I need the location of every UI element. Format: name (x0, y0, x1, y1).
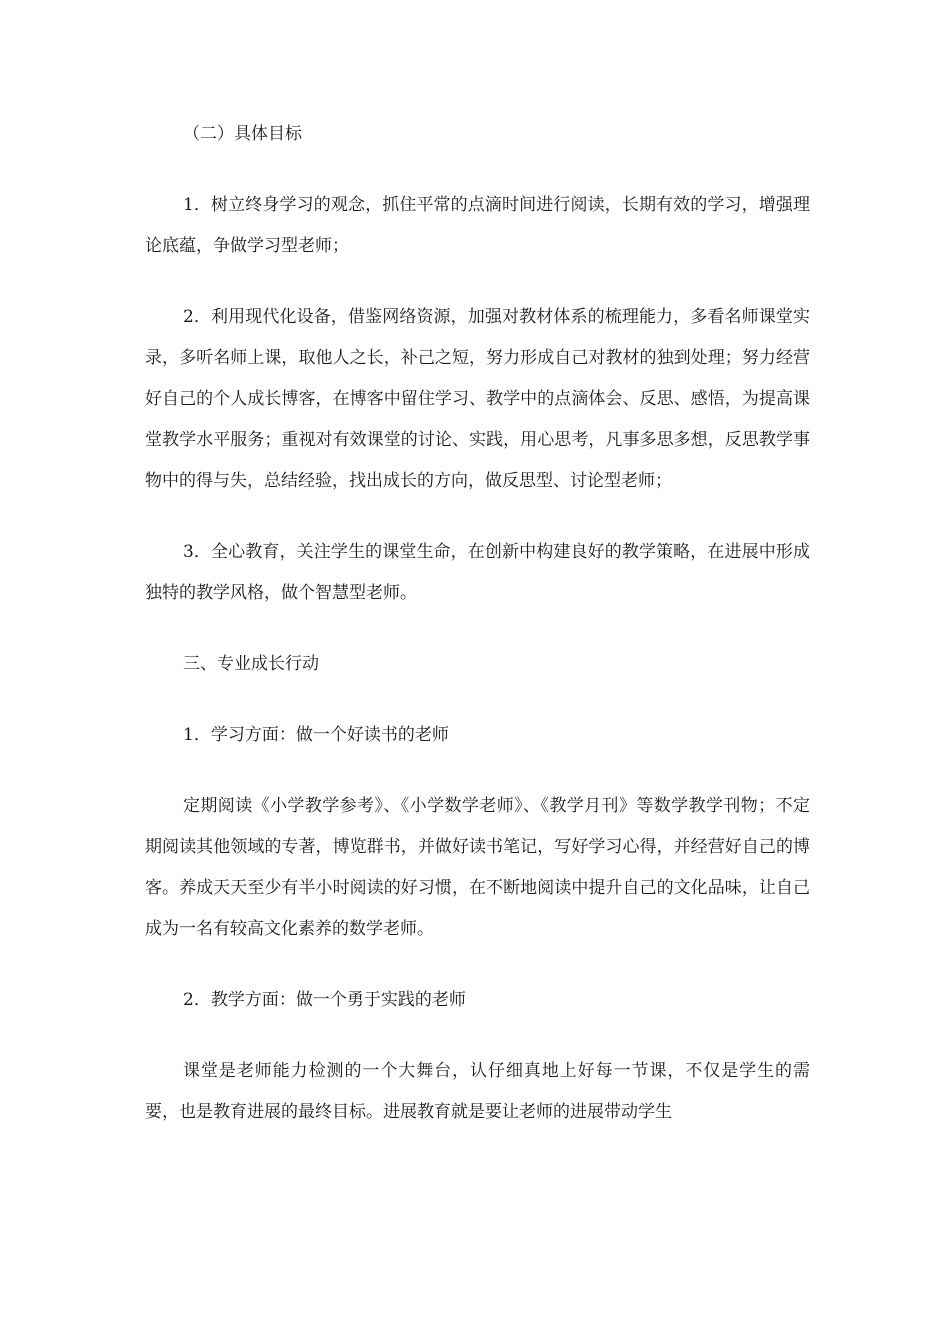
goal-item-2: 2．利用现代化设备，借鉴网络资源，加强对教材体系的梳理能力，多看名师课堂实录，多听名师上课，取他人之长，补己之短，努力形成自己对教材的独到处理；努力经营好自己的个人成长博客，在博客中留住学习、教学中的点滴体会、反思、感悟，为提高课堂教学水平服务；重视对有效课堂的讨论、实践，用心思考，凡事多思多想，反思教学事物中的得与失，总结经验，找出成长的方向，做反思型、讨论型老师； (145, 307, 810, 491)
goal-item-1: 1．树立终身学习的观念，抓住平常的点滴时间进行阅读，长期有效的学习，增强理论底蕴，争做学习型老师； (145, 195, 810, 256)
subheading-teaching: 2．教学方面：做一个勇于实践的老师 (183, 990, 466, 1010)
goal-item-3: 3．全心教育，关注学生的课堂生命，在创新中构建良好的教学策略，在进展中形成独特的教学风格，做个智慧型老师。 (145, 542, 810, 603)
section-heading-growth-actions: 三、专业成长行动 (183, 654, 319, 674)
subheading-learning: 1．学习方面：做一个好读书的老师 (183, 725, 449, 745)
document-body (145, 114, 810, 1163)
section-heading-specific-goals: （二）具体目标 (183, 124, 302, 144)
teaching-paragraph: 课堂是老师能力检测的一个大舞台，认仔细真地上好每一节课，不仅是学生的需要，也是教育进展的最终目标。进展教育就是要让老师的进展带动学生 (145, 1061, 810, 1122)
learning-paragraph: 定期阅读《小学教学参考》、《小学数学老师》、《教学月刊》等数学教学刊物；不定期阅读其他领域的专著，博览群书，并做好读书笔记，写好学习心得，并经营好自己的博客。养成天天至少有半小时阅读的好习惯，在不断地阅读中提升自己的文化品味，让自己成为一名有较高文化素养的数学老师。 (145, 796, 810, 939)
